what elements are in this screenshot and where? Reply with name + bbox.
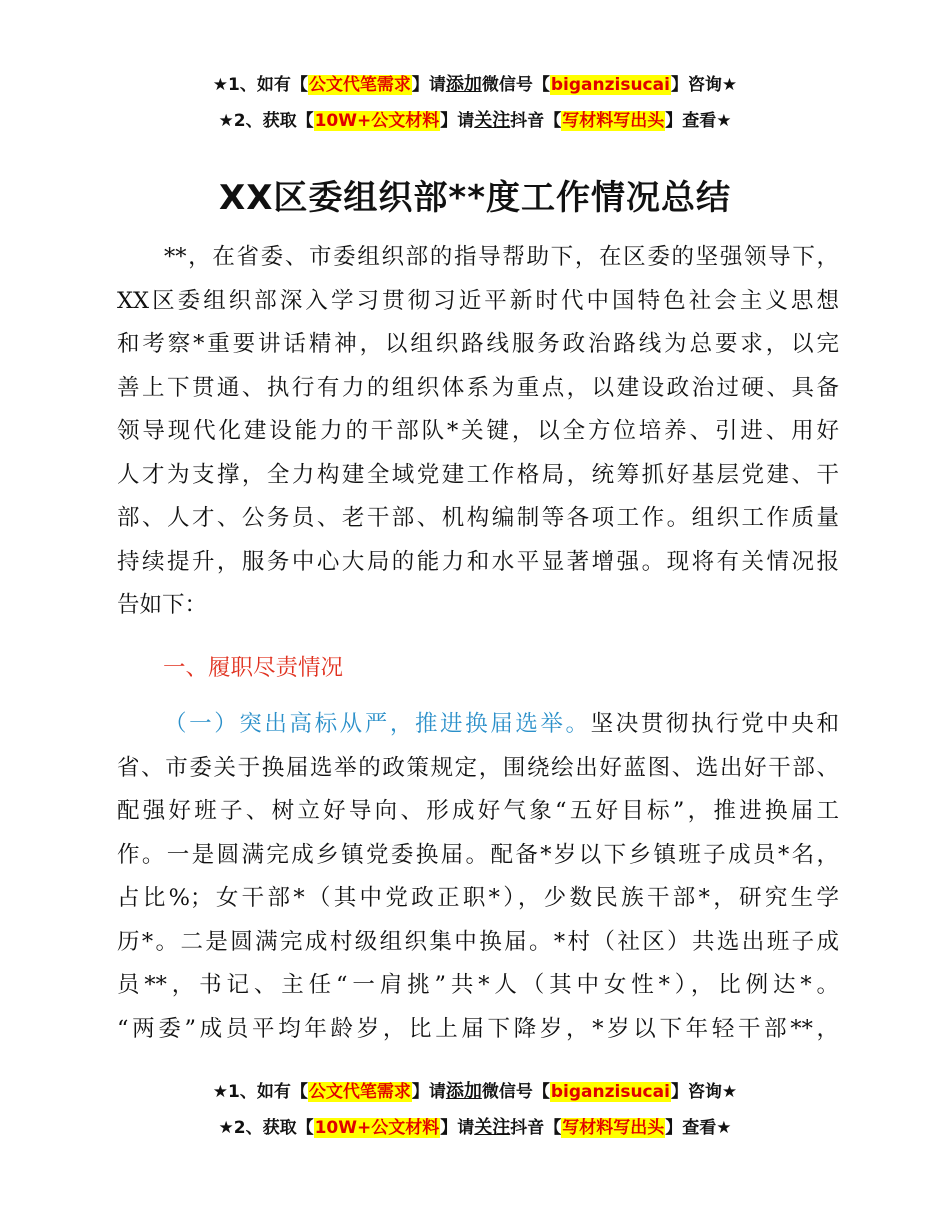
paragraph-line: 领导现代化建设能力的干部队*关键，以全方位培养、引进、用好	[117, 418, 839, 444]
emphasis-text: 添加	[445, 74, 482, 95]
paragraph-line: XX区委组织部深入学习贯彻习近平新时代中国特色社会主义思想	[117, 287, 839, 314]
subsection-heading: （一）突出高标从严，推进换届选举。	[164, 711, 591, 737]
promo-banner-bottom-line2	[0, 1113, 950, 1139]
section-heading: 一、履职尽责情况	[163, 655, 344, 681]
highlight-text: 10W+公文材料	[314, 1118, 440, 1138]
banner-text: 】咨询★	[670, 75, 738, 95]
wechat-id-highlight: biganzisucai	[550, 75, 670, 95]
banner-text: 微信号【	[481, 1082, 550, 1102]
paragraph-line: **，在省委、市委组织部的指导帮助下，在区委的坚强领导下，	[164, 244, 839, 270]
banner-text: 抖音【	[510, 111, 562, 131]
paragraph-line: 作。一是圆满完成乡镇党委换届。配备*岁以下乡镇班子成员*名，	[117, 841, 839, 868]
paragraph-line: 历*。二是圆满完成村级组织集中换届。*村（社区）共选出班子成	[117, 928, 839, 955]
paragraph-line: 告如下：	[117, 592, 208, 618]
douyin-id-highlight: 写材料写出头	[562, 111, 665, 131]
wechat-id-highlight: biganzisucai	[550, 1082, 670, 1102]
banner-text: 】查看★	[665, 1118, 732, 1138]
paragraph-line: 省、市委关于换届选举的政策规定，围绕绘出好蓝图、选出好干部、	[117, 754, 839, 781]
intro-paragraph	[117, 236, 839, 628]
subsection-paragraph	[117, 703, 839, 1051]
paragraph-line: 善上下贯通、执行有力的组织体系为重点，以建设政治过硬、具备	[117, 374, 839, 401]
banner-text: 】请	[411, 1082, 446, 1102]
banner-text: ★2、获取【	[218, 111, 314, 131]
highlight-text: 10W+公文材料	[314, 111, 440, 131]
banner-text: 】咨询★	[670, 1082, 738, 1102]
emphasis-text: 添加	[445, 1081, 482, 1102]
banner-text: ★2、获取【	[218, 1118, 314, 1138]
highlight-text: 公文代笔需求	[308, 1082, 411, 1102]
banner-text: ★1、如有【	[212, 1082, 308, 1102]
banner-text: ★1、如有【	[212, 75, 308, 95]
paragraph-text: 坚决贯彻执行党中央和	[590, 711, 839, 737]
banner-text: 】请	[440, 1118, 475, 1138]
paragraph-line: 人才为支撑，全力构建全域党建工作格局，统筹抓好基层党建、干	[117, 461, 839, 488]
promo-banner-bottom-line1	[0, 1077, 950, 1103]
banner-text: 】请	[411, 75, 446, 95]
douyin-id-highlight: 写材料写出头	[562, 1118, 665, 1138]
paragraph-line: 和考察*重要讲话精神，以组织路线服务政治路线为总要求，以完	[117, 331, 839, 357]
paragraph-line: “两委”成员平均年龄岁，比上届下降岁，*岁以下年轻干部**，	[117, 1015, 839, 1042]
paragraph-line: 持续提升，服务中心大局的能力和水平显著增强。现将有关情况报	[117, 548, 839, 575]
document-title: XX区委组织部**度工作情况总结	[219, 178, 731, 218]
emphasis-text: 关注	[474, 1117, 511, 1138]
paragraph-line: 占比%；女干部*（其中党政正职*），少数民族干部*，研究生学	[117, 885, 839, 911]
emphasis-text: 关注	[474, 110, 511, 131]
banner-text: 微信号【	[481, 75, 550, 95]
banner-text: 】查看★	[665, 111, 732, 131]
banner-text: 】请	[440, 111, 475, 131]
paragraph-line-first	[117, 703, 839, 747]
banner-text: 抖音【	[510, 1118, 562, 1138]
promo-banner-top-line2	[0, 106, 950, 132]
paragraph-line: 部、人才、公务员、老干部、机构编制等各项工作。组织工作质量	[117, 505, 839, 531]
highlight-text: 公文代笔需求	[308, 75, 411, 95]
paragraph-line: 员**，书记、主任“一肩挑”共*人（其中女性*），比例达*。	[117, 972, 839, 998]
paragraph-line: 配强好班子、树立好导向、形成好气象“五好目标”，推进换届工	[117, 798, 839, 824]
promo-banner-top-line1	[0, 70, 950, 96]
